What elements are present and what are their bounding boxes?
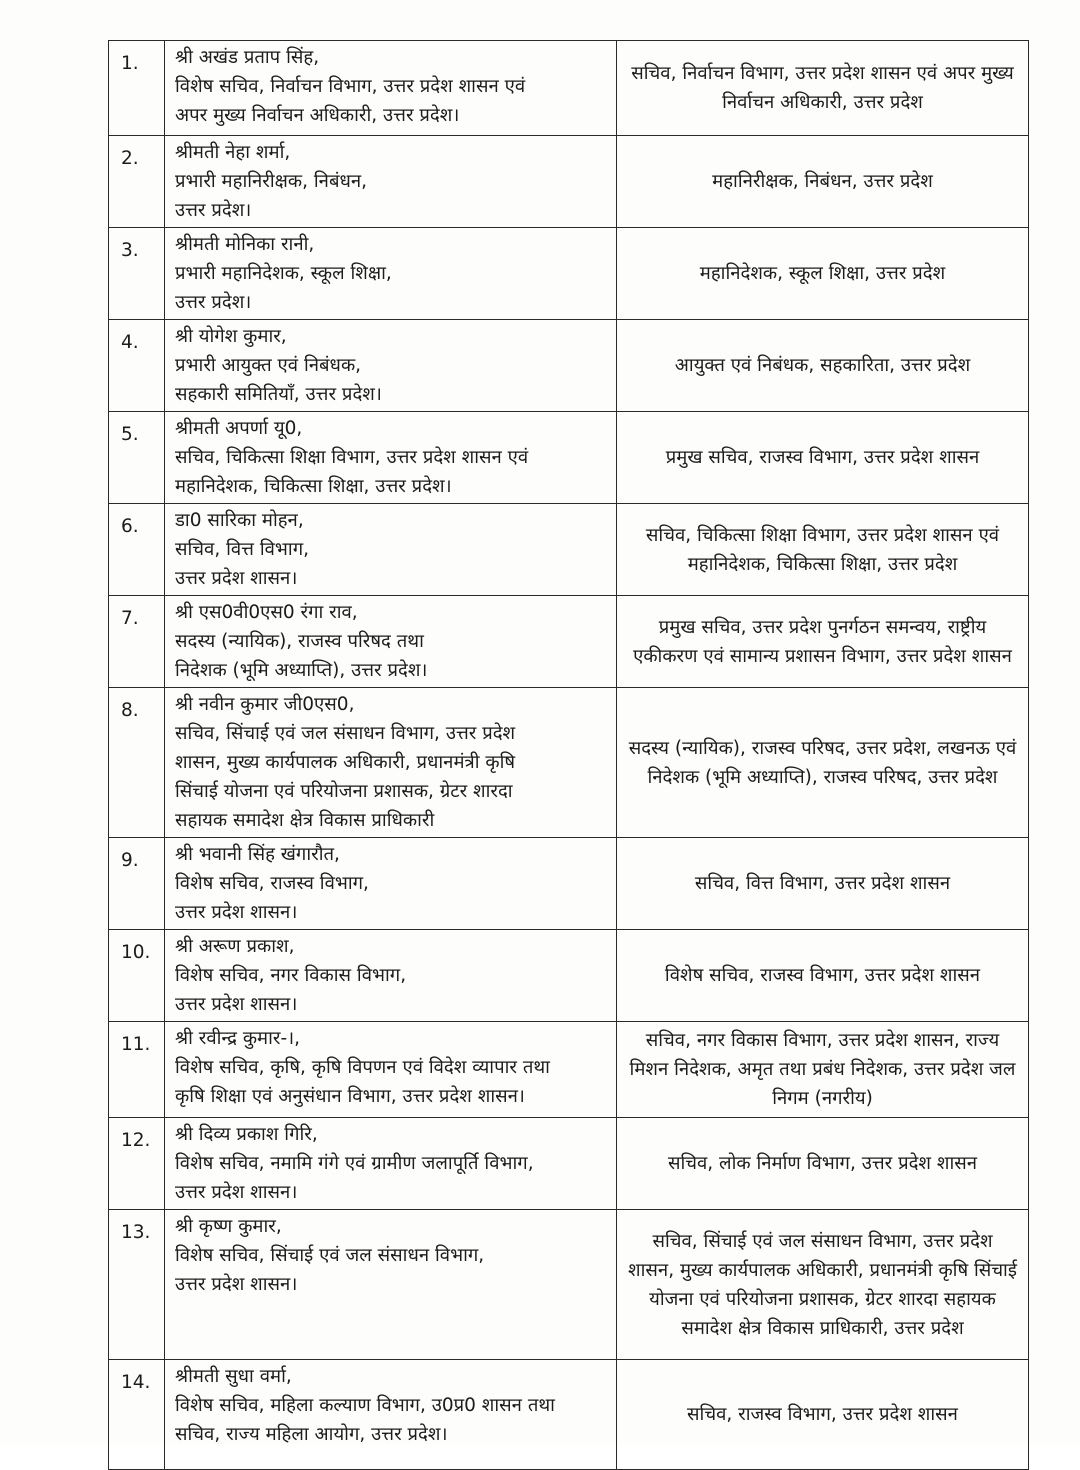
officer-name: श्री भवानी सिंह खंगारौत, bbox=[175, 844, 340, 865]
serial-number: 6. bbox=[109, 504, 165, 596]
officer-name: श्री कृष्ण कुमार, bbox=[175, 1216, 282, 1237]
table-row bbox=[109, 136, 1029, 228]
current-posting bbox=[165, 320, 617, 412]
current-post-line: महानिदेशक, चिकित्सा शिक्षा, उत्तर प्रदेश। bbox=[175, 476, 452, 497]
current-post-line: अपर मुख्य निर्वाचन अधिकारी, उत्तर प्रदेश। bbox=[175, 105, 460, 126]
new-posting: आयुक्त एवं निबंधक, सहकारिता, उत्तर प्रदेश bbox=[617, 320, 1029, 412]
officer-name: श्रीमती अपर्णा यू0, bbox=[175, 418, 303, 439]
table-row bbox=[109, 504, 1029, 596]
current-post-line: विशेष सचिव, नमामि गंगे एवं ग्रामीण जलापूर्ति विभाग, bbox=[175, 1153, 534, 1174]
officer-name: श्री रवीन्द्र कुमार-।, bbox=[175, 1028, 301, 1049]
new-posting: विशेष सचिव, राजस्व विभाग, उत्तर प्रदेश शासन bbox=[617, 930, 1029, 1022]
current-post-line: सचिव, राज्य महिला आयोग, उत्तर प्रदेश। bbox=[175, 1424, 448, 1445]
officer-name: श्री दिव्य प्रकाश गिरि, bbox=[175, 1124, 318, 1145]
current-posting bbox=[165, 1022, 617, 1118]
serial-number: 13. bbox=[109, 1210, 165, 1360]
current-post-line: विशेष सचिव, नगर विकास विभाग, bbox=[175, 965, 407, 986]
new-posting: महानिरीक्षक, निबंधन, उत्तर प्रदेश bbox=[617, 136, 1029, 228]
current-post-line: उत्तर प्रदेश शासन। bbox=[175, 568, 298, 589]
table-row bbox=[109, 228, 1029, 320]
serial-number: 11. bbox=[109, 1022, 165, 1118]
current-post-line: उत्तर प्रदेश। bbox=[175, 200, 252, 221]
serial-number: 9. bbox=[109, 838, 165, 930]
new-posting: सचिव, सिंचाई एवं जल संसाधन विभाग, उत्तर प्रदेश शासन, मुख्य कार्यपालक अधिकारी, प्रधानमंत्री कृषि सिंचाई योजना एवं परियोजना प्रशासक, ग्रेटर शारदा सहायक समादेश क्षेत्र विकास प्राधिकारी, उत्तर प्रदेश bbox=[617, 1210, 1029, 1360]
serial-number: 2. bbox=[109, 136, 165, 228]
table-row bbox=[109, 320, 1029, 412]
current-posting bbox=[165, 228, 617, 320]
current-post-line: सचिव, सिंचाई एवं जल संसाधन विभाग, उत्तर प्रदेश bbox=[175, 723, 516, 744]
current-post-line: विशेष सचिव, सिंचाई एवं जल संसाधन विभाग, bbox=[175, 1245, 485, 1266]
serial-number: 8. bbox=[109, 688, 165, 838]
serial-number: 7. bbox=[109, 596, 165, 688]
officer-name: श्रीमती मोनिका रानी, bbox=[175, 234, 315, 255]
table-row bbox=[109, 412, 1029, 504]
serial-number: 10. bbox=[109, 930, 165, 1022]
new-posting: सचिव, निर्वाचन विभाग, उत्तर प्रदेश शासन एवं अपर मुख्य निर्वाचन अधिकारी, उत्तर प्रदेश bbox=[617, 41, 1029, 136]
current-posting bbox=[165, 838, 617, 930]
serial-number: 5. bbox=[109, 412, 165, 504]
current-post-line: उत्तर प्रदेश। bbox=[175, 292, 252, 313]
current-posting bbox=[165, 930, 617, 1022]
officer-name: डा0 सारिका मोहन, bbox=[175, 510, 304, 531]
table-row bbox=[109, 838, 1029, 930]
new-posting: प्रमुख सचिव, उत्तर प्रदेश पुनर्गठन समन्वय, राष्ट्रीय एकीकरण एवं सामान्य प्रशासन विभाग, उत्तर प्रदेश शासन bbox=[617, 596, 1029, 688]
current-post-line: उत्तर प्रदेश शासन। bbox=[175, 1274, 298, 1295]
current-post-line: शासन, मुख्य कार्यपालक अधिकारी, प्रधानमंत्री कृषि bbox=[175, 752, 516, 773]
new-posting: सचिव, लोक निर्माण विभाग, उत्तर प्रदेश शासन bbox=[617, 1118, 1029, 1210]
current-post-line: सचिव, वित्त विभाग, bbox=[175, 539, 310, 560]
new-posting: महानिदेशक, स्कूल शिक्षा, उत्तर प्रदेश bbox=[617, 228, 1029, 320]
current-posting bbox=[165, 1118, 617, 1210]
new-posting: प्रमुख सचिव, राजस्व विभाग, उत्तर प्रदेश शासन bbox=[617, 412, 1029, 504]
officer-name: श्रीमती नेहा शर्मा, bbox=[175, 142, 291, 163]
current-post-line: सहकारी समितियाँ, उत्तर प्रदेश। bbox=[175, 384, 382, 405]
current-posting bbox=[165, 504, 617, 596]
current-post-line: विशेष सचिव, कृषि, कृषि विपणन एवं विदेश व्यापार तथा bbox=[175, 1057, 550, 1078]
table-row bbox=[109, 1022, 1029, 1118]
officer-name: श्री अखंड प्रताप सिंह, bbox=[175, 47, 320, 68]
table-row bbox=[109, 1118, 1029, 1210]
current-post-line: प्रभारी महानिरीक्षक, निबंधन, bbox=[175, 171, 368, 192]
current-post-line: उत्तर प्रदेश शासन। bbox=[175, 902, 298, 923]
current-post-line: कृषि शिक्षा एवं अनुसंधान विभाग, उत्तर प्रदेश शासन। bbox=[175, 1086, 525, 1107]
officer-name: श्री अरूण प्रकाश, bbox=[175, 936, 295, 957]
new-posting: सदस्य (न्यायिक), राजस्व परिषद, उत्तर प्रदेश, लखनऊ एवं निदेशक (भूमि अध्याप्ति), राजस्व परिषद, उत्तर प्रदेश bbox=[617, 688, 1029, 838]
officer-name: श्रीमती सुधा वर्मा, bbox=[175, 1366, 292, 1387]
officer-name: श्री एस0वी0एस0 रंगा राव, bbox=[175, 602, 358, 623]
current-post-line: उत्तर प्रदेश शासन। bbox=[175, 994, 298, 1015]
new-posting: सचिव, नगर विकास विभाग, उत्तर प्रदेश शासन, राज्य मिशन निदेशक, अमृत तथा प्रबंध निदेशक, उत्तर प्रदेश जल निगम (नगरीय) bbox=[617, 1022, 1029, 1118]
serial-number: 4. bbox=[109, 320, 165, 412]
table-row bbox=[109, 1210, 1029, 1360]
current-posting bbox=[165, 596, 617, 688]
current-post-line: सिंचाई योजना एवं परियोजना प्रशासक, ग्रेटर शारदा bbox=[175, 781, 513, 802]
table-row bbox=[109, 41, 1029, 136]
current-posting bbox=[165, 1210, 617, 1360]
current-post-line: विशेष सचिव, महिला कल्याण विभाग, उ0प्र0 शासन तथा bbox=[175, 1395, 555, 1416]
current-post-line: विशेष सचिव, निर्वाचन विभाग, उत्तर प्रदेश शासन एवं bbox=[175, 76, 526, 97]
table-row bbox=[109, 1360, 1029, 1470]
serial-number: 12. bbox=[109, 1118, 165, 1210]
officer-transfer-table bbox=[108, 40, 1029, 1470]
table-row bbox=[109, 688, 1029, 838]
new-posting: सचिव, चिकित्सा शिक्षा विभाग, उत्तर प्रदेश शासन एवं महानिदेशक, चिकित्सा शिक्षा, उत्तर प्रदेश bbox=[617, 504, 1029, 596]
table-row bbox=[109, 930, 1029, 1022]
current-post-line: प्रभारी महानिदेशक, स्कूल शिक्षा, bbox=[175, 263, 392, 284]
current-post-line: सदस्य (न्यायिक), राजस्व परिषद तथा bbox=[175, 631, 424, 652]
current-posting bbox=[165, 136, 617, 228]
current-post-line: सहायक समादेश क्षेत्र विकास प्राधिकारी bbox=[175, 810, 435, 831]
current-posting bbox=[165, 412, 617, 504]
table-row bbox=[109, 596, 1029, 688]
officer-name: श्री योगेश कुमार, bbox=[175, 326, 287, 347]
current-posting bbox=[165, 1360, 617, 1470]
current-post-line: निदेशक (भूमि अध्याप्ति), उत्तर प्रदेश। bbox=[175, 660, 428, 681]
serial-number: 1. bbox=[109, 41, 165, 136]
current-post-line: उत्तर प्रदेश शासन। bbox=[175, 1182, 298, 1203]
current-posting bbox=[165, 41, 617, 136]
current-post-line: प्रभारी आयुक्त एवं निबंधक, bbox=[175, 355, 362, 376]
current-post-line: विशेष सचिव, राजस्व विभाग, bbox=[175, 873, 369, 894]
serial-number: 14. bbox=[109, 1360, 165, 1470]
new-posting: सचिव, राजस्व विभाग, उत्तर प्रदेश शासन bbox=[617, 1360, 1029, 1470]
current-post-line: सचिव, चिकित्सा शिक्षा विभाग, उत्तर प्रदेश शासन एवं bbox=[175, 447, 529, 468]
current-posting bbox=[165, 688, 617, 838]
serial-number: 3. bbox=[109, 228, 165, 320]
new-posting: सचिव, वित्त विभाग, उत्तर प्रदेश शासन bbox=[617, 838, 1029, 930]
officer-name: श्री नवीन कुमार जी0एस0, bbox=[175, 694, 355, 715]
